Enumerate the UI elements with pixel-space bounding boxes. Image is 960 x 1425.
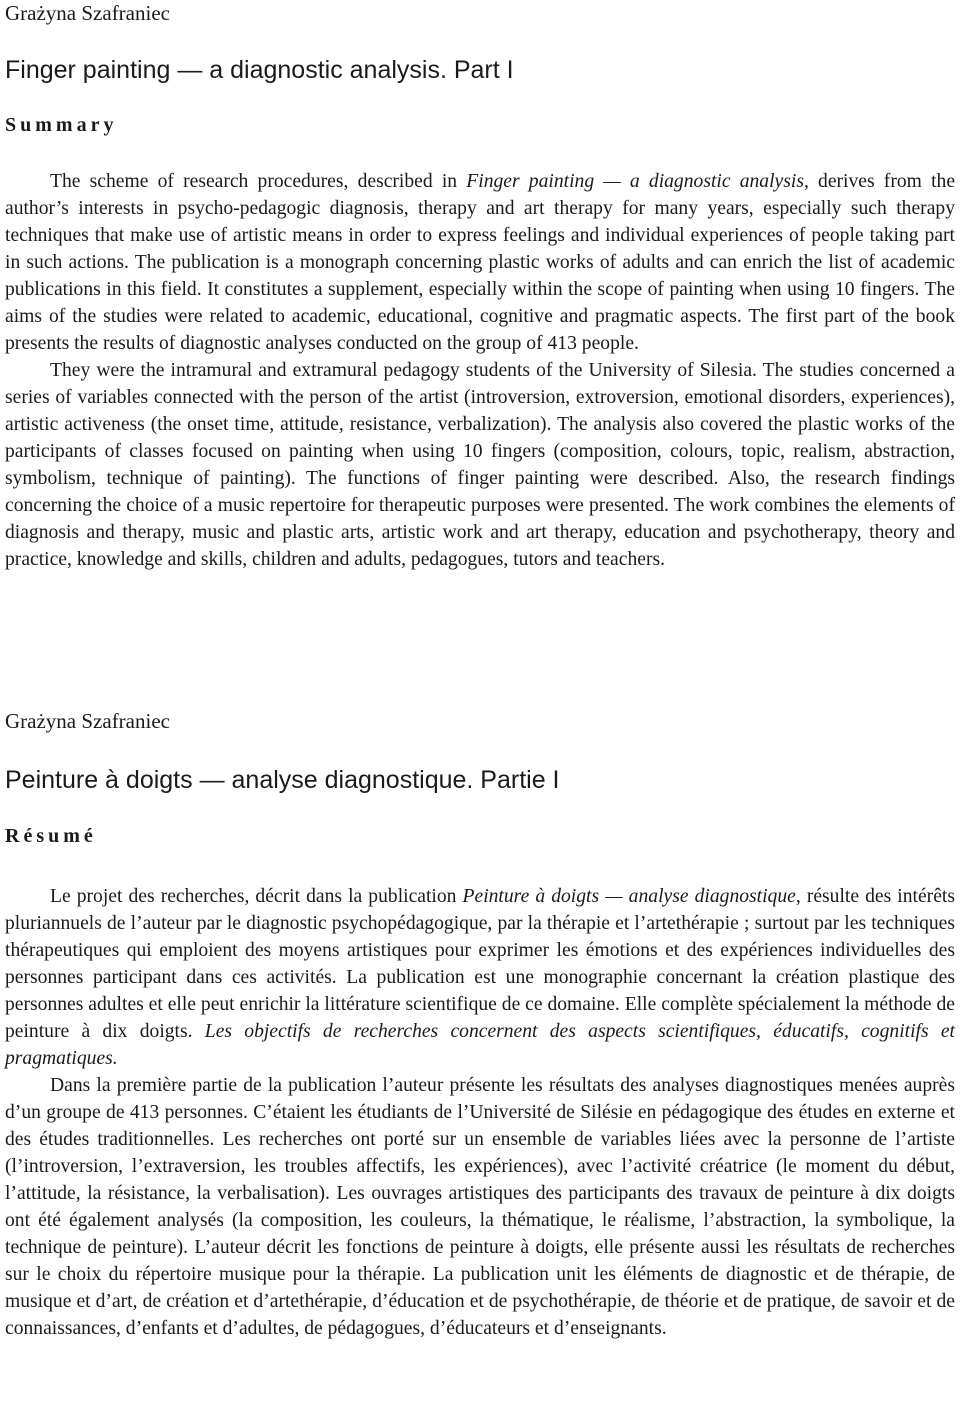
summary-paragraph-2: They were the intramural and extramural pedagogy students of the University of Silesia. The studies concerned a series of variables connected with the person of the artist (introversion, extroversion, emotional disorders, experiences), artistic activeness (the onset time, attitude, resistance, verbalization). The analysis also covered the plastic works of the participants of classes focused on painting when using 10 fingers (composition, colours, topic, realism, abstraction, symbolism, technique of painting). The functions of finger painting were described. Also, the research findings concerning the choice of a music repertoire for therapeutic purposes were presented. The work combines the elements of diagnosis and therapy, music and plastic arts, artistic work and art therapy, education and psychotherapy, theory and practice, knowledge and skills, children and adults, pedagogues, tutors and teachers. bbox=[5, 360, 955, 570]
summary-p1-text: The scheme of research procedures, described in bbox=[50, 171, 467, 192]
summary-paragraph-1 bbox=[5, 168, 955, 357]
summary-body bbox=[5, 168, 955, 573]
resume-paragraph-1 bbox=[5, 883, 955, 1072]
resume-heading: Résumé bbox=[5, 825, 97, 847]
article-title-fr: Peinture à doigts — analyse diagnostique. Partie I bbox=[5, 766, 560, 794]
author-name-fr: Grażyna Szafraniec bbox=[5, 709, 170, 733]
resume-body bbox=[5, 883, 955, 1342]
summary-p1-text-cont: , derives from the author’s interests in psycho-pedagogic diagnosis, therapy and art therapy for many years, especially such therapy techniques that make use of artistic means in order to express feelings and individual experiences of people taking part in such actions. The publication is a monograph concerning plastic works of adults and can enrich the list of academic publications in this field. It constitutes a supplement, especially within the scope of painting when using 10 fingers. The aims of the studies were related to academic, educational, cognitive and pragmatic aspects. The first part of the book presents the results of diagnostic analyses conducted on the group of 413 people. bbox=[5, 171, 956, 354]
author-name-en: Grażyna Szafraniec bbox=[5, 1, 170, 25]
resume-p1-text: Le projet des recherches, décrit dans la publication bbox=[50, 886, 463, 907]
resume-p1-italic-aims: Les objectifs de recherches concernent des aspects scientifiques, éducatifs, cognitifs et pragmatiques. bbox=[5, 1021, 955, 1069]
summary-p1-italic-title: Finger painting — a diagnostic analysis bbox=[466, 171, 804, 192]
article-title-en: Finger painting — a diagnostic analysis. Part I bbox=[5, 56, 514, 84]
resume-p1-text-cont: , résulte des intérêts pluriannuels de l’auteur par le diagnostic psychopédagogique, par la thérapie et l’artethérapie ; surtout par les techniques thérapeutiques qui emploient des moyens artistiques pour exprimer les émotions et des expériences individuelles des personnes participant dans ces activités. La publication est une monographie concernant la création plastique des personnes adultes et elle peut enrichir la littérature scientifique de ce domaine. Elle complète spécialement la méthode de peinture à dix doigts. bbox=[5, 886, 955, 1042]
resume-p1-italic-title: Peinture à doigts — analyse diagnostique bbox=[462, 886, 796, 907]
resume-paragraph-2: Dans la première partie de la publication l’auteur présente les résultats des analyses diagnostiques menées auprès d’un groupe de 413 personnes. C’étaient les étudiants de l’Université de Silésie en pédagogique des études en externe et des études traditionnelles. Les recherches ont porté sur un ensemble de variables liées avec la personne de l’artiste (l’introversion, l’extraversion, les troubles affectifs, les expériences), avec l’activité créatrice (le moment du début, l’attitude, la résistance, la verbalisation). Les ouvrages artistiques des participants des travaux de peinture à dix doigts ont été également analysés (la composition, les couleurs, la thématique, le réalisme, l’abstraction, la symbolique, la technique de peinture). L’auteur décrit les fonctions de peinture à doigts, elle présente aussi les résultats de recherches sur le choix du répertoire musique pour la thérapie. La publication unit les éléments de diagnostic et de thérapie, de musique et d’art, de création et d’artethérapie, d’éducation et de psychothérapie, de théorie et de pratique, de savoir et de connaissances, d’enfants et d’adultes, de pédagogues, d’éducateurs et d’enseignants. bbox=[5, 1075, 955, 1339]
summary-heading: Summary bbox=[5, 114, 118, 136]
